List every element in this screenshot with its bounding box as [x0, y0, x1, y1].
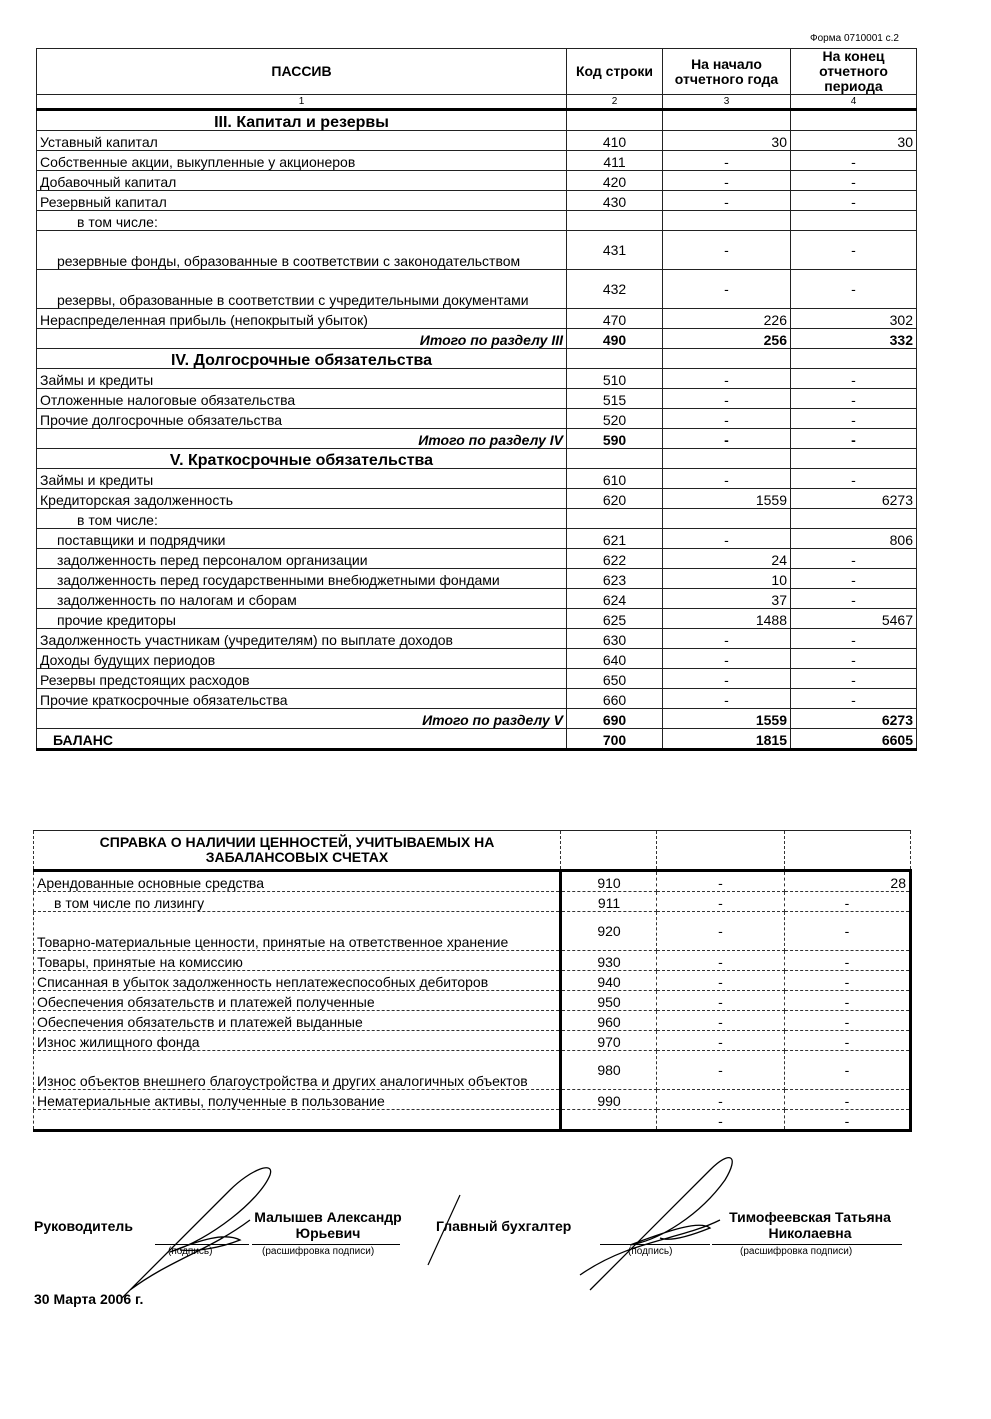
value-end: - — [791, 270, 917, 309]
row-code: 420 — [567, 171, 663, 191]
off-balance-row — [34, 971, 911, 991]
form-reference: Форма 0710001 с.2 — [810, 33, 899, 44]
row-label: IV. Долгосрочные обязательства — [37, 349, 567, 369]
value-end: - — [791, 389, 917, 409]
head-signature-scribble — [110, 1160, 290, 1310]
table-row — [37, 529, 917, 549]
value-start: 37 — [663, 589, 791, 609]
chief-accountant-name: Тимофеевская Татьяна Николаевна — [729, 1209, 891, 1241]
row-label: Отложенные налоговые обязательства — [37, 389, 567, 409]
row-label: Задолженность участникам (учредителям) по выплате доходов — [37, 629, 567, 649]
value-end: 806 — [791, 529, 917, 549]
row-code: 623 — [567, 569, 663, 589]
off-balance-title: СПРАВКА О НАЛИЧИИ ЦЕННОСТЕЙ, УЧИТЫВАЕМЫХ НА ЗАБАЛАНСОВЫХ СЧЕТАХ — [34, 831, 561, 871]
table-row — [37, 649, 917, 669]
chief-sign-caption: (подпись) — [628, 1246, 673, 1257]
row-code: 690 — [567, 709, 663, 729]
row-code: 624 — [567, 589, 663, 609]
value-end: - — [785, 1051, 911, 1090]
row-label: Займы и кредиты — [37, 469, 567, 489]
row-code: 590 — [567, 429, 663, 449]
row-label: Износ объектов внешнего благоустройства и других аналогичных объектов — [34, 1051, 561, 1090]
table-row — [37, 409, 917, 429]
value-end: - — [791, 231, 917, 270]
value-start: - — [663, 669, 791, 689]
value-end: - — [785, 1011, 911, 1031]
table-row — [37, 231, 917, 270]
row-code: 930 — [561, 951, 657, 971]
row-code: 470 — [567, 309, 663, 329]
value-start: - — [657, 1090, 785, 1110]
table-row — [37, 369, 917, 389]
value-end: - — [785, 912, 911, 951]
value-start: - — [663, 389, 791, 409]
value-start: - — [663, 191, 791, 211]
value-start: - — [663, 171, 791, 191]
row-label: Уставный капитал — [37, 131, 567, 151]
table-row — [37, 569, 917, 589]
value-start: 1815 — [663, 729, 791, 750]
value-end: - — [791, 469, 917, 489]
table-row — [37, 151, 917, 171]
row-code: 610 — [567, 469, 663, 489]
row-code: 910 — [561, 871, 657, 892]
row-code — [561, 1110, 657, 1131]
chief-decode-caption: (расшифровка подписи) — [740, 1246, 853, 1257]
row-code: 432 — [567, 270, 663, 309]
row-code: 625 — [567, 609, 663, 629]
value-start: - — [663, 649, 791, 669]
row-label: Прочие долгосрочные обязательства — [37, 409, 567, 429]
off-balance-row — [34, 1090, 911, 1110]
off-balance-row — [34, 991, 911, 1011]
value-start: - — [663, 369, 791, 389]
table-row — [37, 489, 917, 509]
value-end: 6605 — [791, 729, 917, 750]
row-label: задолженность перед государственными внебюджетными фондами — [37, 569, 567, 589]
value-start — [663, 110, 791, 131]
balance-row — [37, 729, 917, 750]
table-row — [37, 669, 917, 689]
value-end — [791, 349, 917, 369]
row-label: Товары, принятые на комиссию — [34, 951, 561, 971]
row-code: 950 — [561, 991, 657, 1011]
value-end: - — [791, 689, 917, 709]
value-end: 28 — [785, 871, 911, 892]
value-end — [791, 110, 917, 131]
row-label: Займы и кредиты — [37, 369, 567, 389]
row-code — [567, 349, 663, 369]
row-label — [34, 1110, 561, 1131]
off-balance-row — [34, 871, 911, 892]
value-start: - — [663, 689, 791, 709]
value-end — [791, 449, 917, 469]
value-end: 6273 — [791, 489, 917, 509]
value-end: - — [791, 171, 917, 191]
row-label: поставщики и подрядчики — [37, 529, 567, 549]
row-code: 960 — [561, 1011, 657, 1031]
report-date: 30 Марта 2006 г. — [34, 1291, 144, 1307]
row-code: 990 — [561, 1090, 657, 1110]
value-start: 10 — [663, 569, 791, 589]
row-code — [567, 211, 663, 231]
row-label: в том числе: — [37, 509, 567, 529]
table-row — [37, 629, 917, 649]
value-end: 30 — [791, 131, 917, 151]
value-end — [791, 211, 917, 231]
value-end: 332 — [791, 329, 917, 349]
value-end: - — [785, 991, 911, 1011]
value-end: - — [791, 409, 917, 429]
value-end: 5467 — [791, 609, 917, 629]
row-label: Износ жилищного фонда — [34, 1031, 561, 1051]
row-code: 920 — [561, 912, 657, 951]
table-row — [37, 469, 917, 489]
row-code: 630 — [567, 629, 663, 649]
row-label: задолженность перед персоналом организации — [37, 549, 567, 569]
row-code: 970 — [561, 1031, 657, 1051]
value-start: 1559 — [663, 489, 791, 509]
row-label: V. Краткосрочные обязательства — [37, 449, 567, 469]
off-balance-row — [34, 1110, 911, 1131]
value-start: - — [663, 231, 791, 270]
off-balance-row — [34, 1051, 911, 1090]
row-label: Прочие краткосрочные обязательства — [37, 689, 567, 709]
value-start: 226 — [663, 309, 791, 329]
value-end: 6273 — [791, 709, 917, 729]
row-code: 621 — [567, 529, 663, 549]
row-label: резервные фонды, образованные в соответствии с законодательством — [37, 231, 567, 270]
row-label: Добавочный капитал — [37, 171, 567, 191]
value-start: - — [657, 1110, 785, 1131]
row-code — [567, 110, 663, 131]
row-label: резервы, образованные в соответствии с учредительными документами — [37, 270, 567, 309]
value-end: - — [791, 549, 917, 569]
off-balance-row — [34, 892, 911, 912]
value-end: - — [791, 589, 917, 609]
row-label: Собственные акции, выкупленные у акционеров — [37, 151, 567, 171]
row-code: 490 — [567, 329, 663, 349]
off-balance-header-cell — [561, 831, 657, 871]
value-end: - — [785, 971, 911, 991]
table-row — [37, 549, 917, 569]
row-code — [567, 509, 663, 529]
row-label: Обеспечения обязательств и платежей полученные — [34, 991, 561, 1011]
section-row — [37, 349, 917, 369]
table-row — [37, 211, 917, 231]
chief-signature-scribble — [570, 1150, 750, 1300]
row-code: 510 — [567, 369, 663, 389]
row-label: Списанная в убыток задолженность неплатежеспособных дебиторов — [34, 971, 561, 991]
row-code: 515 — [567, 389, 663, 409]
liabilities-body — [37, 110, 917, 750]
row-label: Обеспечения обязательств и платежей выданные — [34, 1011, 561, 1031]
row-label: Нематериальные активы, полученные в пользование — [34, 1090, 561, 1110]
value-end: - — [785, 1110, 911, 1131]
value-start: - — [663, 270, 791, 309]
table-row — [37, 509, 917, 529]
row-code: 640 — [567, 649, 663, 669]
row-label: Арендованные основные средства — [34, 871, 561, 892]
value-start: - — [657, 1011, 785, 1031]
head-sign-caption: (подпись) — [168, 1246, 213, 1257]
chief-accountant-label: Главный бухгалтер — [436, 1218, 572, 1234]
off-balance-header-cell — [785, 831, 911, 871]
liabilities-table — [36, 48, 917, 751]
off-balance-row — [34, 1031, 911, 1051]
slash-mark — [425, 1190, 465, 1270]
table-row — [37, 171, 917, 191]
value-start: - — [657, 991, 785, 1011]
row-label: III. Капитал и резервы — [37, 110, 567, 131]
value-start: - — [663, 629, 791, 649]
row-code: 700 — [567, 729, 663, 750]
section-row — [37, 110, 917, 131]
table-row — [37, 609, 917, 629]
row-label: Нераспределенная прибыль (непокрытый убыток) — [37, 309, 567, 329]
value-end: - — [791, 669, 917, 689]
off-balance-row — [34, 912, 911, 951]
table-row — [37, 309, 917, 329]
row-code: 431 — [567, 231, 663, 270]
table-row — [37, 191, 917, 211]
table-row — [37, 389, 917, 409]
value-end: - — [791, 369, 917, 389]
col-header-end: На конец отчетного периода — [791, 49, 917, 95]
value-start: - — [663, 409, 791, 429]
col-header-start: На начало отчетного года — [663, 49, 791, 95]
value-start: - — [663, 151, 791, 171]
value-start: - — [663, 529, 791, 549]
table-row — [37, 689, 917, 709]
value-start: 1488 — [663, 609, 791, 629]
total-row — [37, 329, 917, 349]
value-end: - — [791, 649, 917, 669]
value-start: - — [657, 951, 785, 971]
value-start: - — [657, 971, 785, 991]
value-end: - — [791, 191, 917, 211]
table-title: ПАССИВ — [37, 49, 567, 95]
row-code: 911 — [561, 892, 657, 912]
value-start — [663, 211, 791, 231]
value-start: - — [657, 1051, 785, 1090]
value-start — [663, 449, 791, 469]
value-start: - — [657, 892, 785, 912]
value-start: 1559 — [663, 709, 791, 729]
col-header-code: Код строки — [567, 49, 663, 95]
value-end: 302 — [791, 309, 917, 329]
value-start: 30 — [663, 131, 791, 151]
head-decode-caption: (расшифровка подписи) — [262, 1246, 375, 1257]
off-balance-table — [33, 830, 912, 1132]
col-number: 2 — [567, 95, 663, 110]
total-row — [37, 709, 917, 729]
value-start: - — [663, 429, 791, 449]
value-start: 256 — [663, 329, 791, 349]
off-balance-header-cell — [657, 831, 785, 871]
row-code: 980 — [561, 1051, 657, 1090]
table-row — [37, 589, 917, 609]
row-code: 660 — [567, 689, 663, 709]
row-code: 940 — [561, 971, 657, 991]
value-start: 24 — [663, 549, 791, 569]
row-code: 620 — [567, 489, 663, 509]
value-end: - — [791, 569, 917, 589]
row-label: Товарно-материальные ценности, принятые на ответственное хранение — [34, 912, 561, 951]
row-label: Итого по разделу III — [37, 329, 567, 349]
row-label: в том числе по лизингу — [34, 892, 561, 912]
value-end: - — [791, 429, 917, 449]
row-label: БАЛАНС — [37, 729, 567, 750]
row-label: задолженность по налогам и сборам — [37, 589, 567, 609]
value-end — [791, 509, 917, 529]
row-label: в том числе: — [37, 211, 567, 231]
head-label: Руководитель — [34, 1218, 133, 1234]
value-start — [663, 509, 791, 529]
row-label: Резервный капитал — [37, 191, 567, 211]
row-code: 411 — [567, 151, 663, 171]
col-number: 4 — [791, 95, 917, 110]
value-start: - — [663, 469, 791, 489]
row-label: Кредиторская задолженность — [37, 489, 567, 509]
value-end: - — [785, 951, 911, 971]
head-name: Малышев Александр Юрьевич — [254, 1209, 402, 1241]
table-row — [37, 131, 917, 151]
table-row — [37, 270, 917, 309]
value-start: - — [657, 912, 785, 951]
row-code: 410 — [567, 131, 663, 151]
section-row — [37, 449, 917, 469]
row-code: 430 — [567, 191, 663, 211]
value-end: - — [785, 1090, 911, 1110]
value-end: - — [785, 1031, 911, 1051]
off-balance-body — [34, 871, 911, 1131]
value-start: - — [657, 871, 785, 892]
col-number: 1 — [37, 95, 567, 110]
value-end: - — [791, 629, 917, 649]
row-label: Итого по разделу IV — [37, 429, 567, 449]
row-code: 520 — [567, 409, 663, 429]
row-code: 622 — [567, 549, 663, 569]
value-start: - — [657, 1031, 785, 1051]
value-start — [663, 349, 791, 369]
row-label: Доходы будущих периодов — [37, 649, 567, 669]
col-number: 3 — [663, 95, 791, 110]
value-end: - — [791, 151, 917, 171]
off-balance-row — [34, 1011, 911, 1031]
row-label: Итого по разделу V — [37, 709, 567, 729]
row-label: прочие кредиторы — [37, 609, 567, 629]
row-code — [567, 449, 663, 469]
off-balance-row — [34, 951, 911, 971]
row-code: 650 — [567, 669, 663, 689]
total-row — [37, 429, 917, 449]
row-label: Резервы предстоящих расходов — [37, 669, 567, 689]
value-end: - — [785, 892, 911, 912]
